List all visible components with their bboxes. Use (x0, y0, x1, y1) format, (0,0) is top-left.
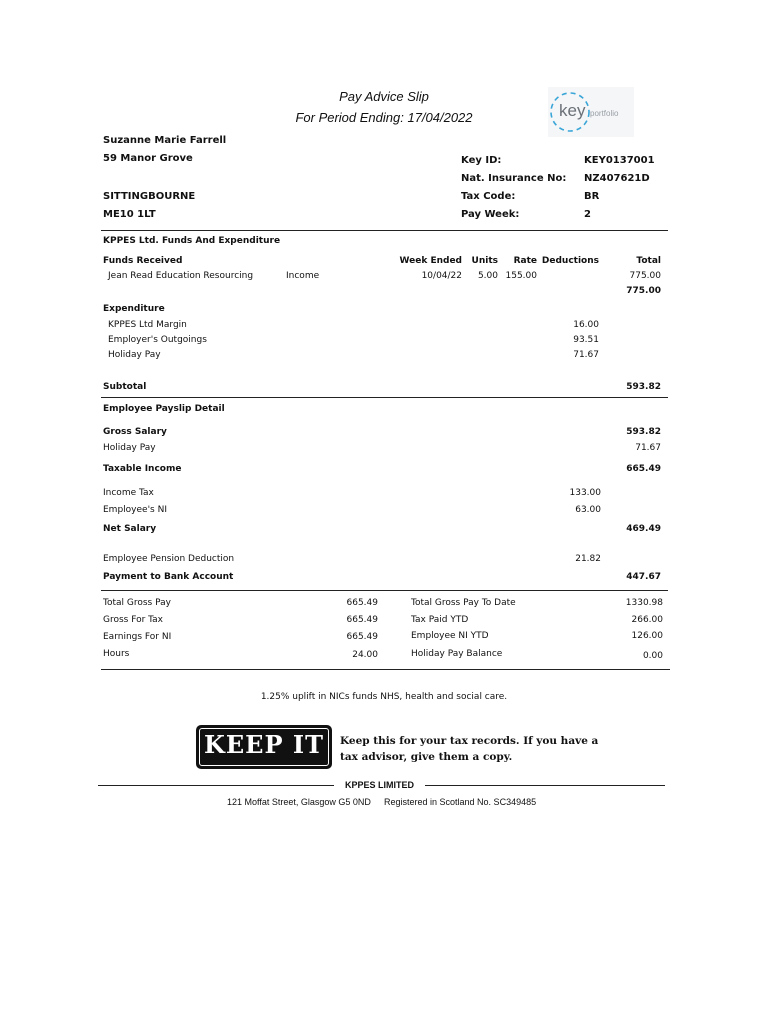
expenditure-holiday-value: 71.67 (573, 350, 599, 360)
total-gross-pay-value: 665.49 (346, 598, 378, 608)
income-tax-value: 133.00 (569, 488, 601, 498)
employee-town: SITTINGBOURNE (103, 191, 196, 202)
taxable-income-label: Taxable Income (103, 464, 182, 474)
gross-to-date-label: Total Gross Pay To Date (411, 598, 516, 608)
tax-paid-ytd-label: Tax Paid YTD (411, 615, 469, 625)
deductions-header: Deductions (541, 256, 599, 266)
expenditure-margin-label: KPPES Ltd Margin (108, 320, 187, 330)
funds-row-total: 775.00 (629, 271, 661, 281)
holiday-pay-label: Holiday Pay (103, 443, 156, 453)
total-gross-pay-label: Total Gross Pay (103, 598, 171, 608)
keep-it-text: KEEP IT (204, 730, 324, 759)
subtotal-label: Subtotal (103, 382, 147, 392)
week-ended-header: Week Ended (399, 256, 462, 266)
tax-paid-ytd-value: 266.00 (631, 615, 663, 625)
employee-postcode: ME10 1LT (103, 209, 156, 220)
expenditure-outgoings-value: 93.51 (573, 335, 599, 345)
gross-salary-label: Gross Salary (103, 427, 167, 437)
payslip-title: Employee Payslip Detail (103, 404, 225, 414)
divider-header (101, 230, 668, 231)
divider-subtotal (101, 397, 668, 398)
holiday-pay-value: 71.67 (635, 443, 661, 453)
key-id-value: KEY0137001 (584, 155, 655, 166)
gross-for-tax-label: Gross For Tax (103, 615, 163, 625)
gross-to-date-value: 1330.98 (625, 598, 663, 608)
hours-label: Hours (103, 649, 130, 659)
holiday-balance-value: 0.00 (642, 651, 663, 661)
subtotal-value: 593.82 (626, 382, 661, 392)
footer-address: 121 Moffat Street, Glasgow G5 0ND (227, 797, 371, 807)
expenditure-margin-value: 16.00 (573, 320, 599, 330)
hours-value: 24.00 (352, 650, 378, 660)
gross-for-tax-value: 665.49 (346, 615, 378, 625)
funds-row-units: 5.00 (477, 271, 498, 281)
funds-sum: 775.00 (626, 286, 661, 296)
footer-company: KPPES LIMITED (344, 780, 414, 790)
divider-summary (101, 669, 670, 670)
tax-code-value: BR (584, 191, 600, 202)
earnings-for-ni-label: Earnings For NI (103, 632, 172, 642)
earnings-for-ni-value: 665.49 (346, 632, 378, 642)
pension-deduction-label: Employee Pension Deduction (103, 554, 235, 564)
logo-word: key (559, 101, 586, 120)
employee-ni-ytd-label: Employee NI YTD (411, 631, 489, 641)
footer-rule-right (425, 785, 665, 786)
funds-row-name: Jean Read Education Resourcing (108, 271, 254, 281)
gross-salary-value: 593.82 (626, 427, 661, 437)
logo-sub: portfolio (590, 109, 619, 118)
taxable-income-value: 665.49 (626, 464, 661, 474)
funds-section-title: KPPES Ltd. Funds And Expenditure (103, 236, 281, 246)
rate-header: Rate (513, 256, 537, 266)
tax-code-label: Tax Code: (461, 191, 516, 202)
employee-ni-label: Employee's NI (103, 505, 167, 515)
pay-week-value: 2 (584, 209, 591, 220)
units-header: Units (471, 256, 498, 266)
funds-received-header: Funds Received (103, 256, 183, 266)
net-salary-value: 469.49 (626, 524, 661, 534)
pay-week-label: Pay Week: (461, 209, 520, 220)
divider-payslip (101, 590, 668, 591)
ni-number-label: Nat. Insurance No: (461, 173, 567, 184)
expenditure-outgoings-label: Employer's Outgoings (108, 335, 207, 345)
bank-payment-label: Payment to Bank Account (103, 572, 234, 582)
funds-row-week: 10/04/22 (421, 271, 462, 281)
keep-it-badge (196, 725, 332, 769)
expenditure-holiday-label: Holiday Pay (108, 350, 161, 360)
employee-ni-ytd-value: 126.00 (631, 631, 663, 641)
net-salary-label: Net Salary (103, 524, 157, 534)
nics-notice: 1.25% uplift in NICs funds NHS, health and social care. (260, 692, 508, 702)
period-ending: For Period Ending: 17/04/2022 (295, 110, 473, 125)
key-id-label: Key ID: (461, 155, 502, 166)
employee-address-line1: 59 Manor Grove (103, 153, 193, 164)
funds-row-type: Income (286, 271, 320, 281)
employee-ni-value: 63.00 (575, 505, 601, 515)
document-title: Pay Advice Slip (339, 89, 429, 104)
holiday-balance-label: Holiday Pay Balance (411, 649, 503, 659)
total-header: Total (636, 256, 661, 266)
pension-deduction-value: 21.82 (575, 554, 601, 564)
funds-row-rate: 155.00 (505, 271, 537, 281)
keep-it-message: Keep this for your tax records. If you have a tax advisor, give them a copy. (340, 735, 599, 763)
expenditure-title: Expenditure (103, 304, 165, 314)
footer-registration: Registered in Scotland No. SC349485 (384, 797, 537, 807)
ni-number-value: NZ407621D (584, 173, 650, 184)
key-portfolio-logo (548, 87, 634, 137)
footer-rule-left (98, 785, 334, 786)
income-tax-label: Income Tax (103, 488, 154, 498)
employee-name: Suzanne Marie Farrell (103, 135, 227, 146)
bank-payment-value: 447.67 (626, 572, 661, 582)
